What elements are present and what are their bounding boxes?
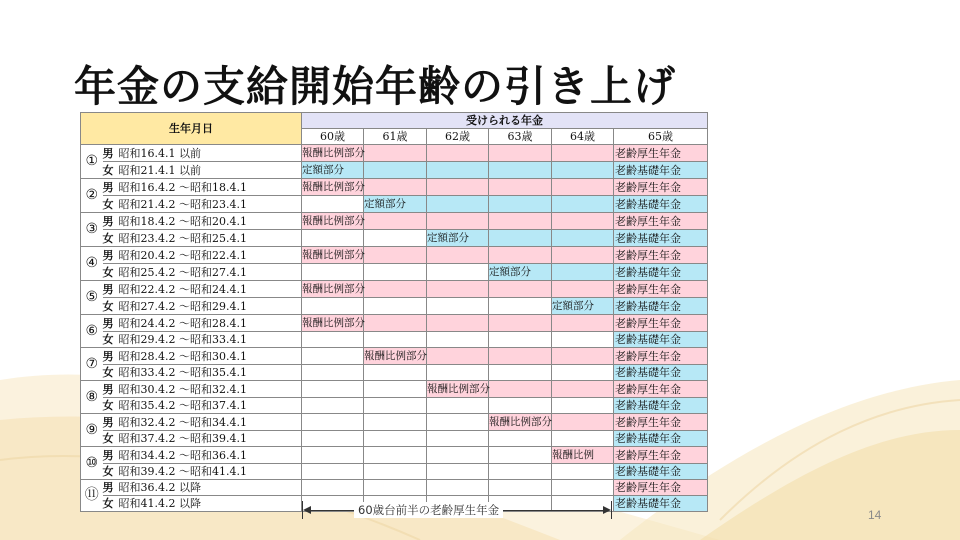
pension-cell bbox=[552, 162, 614, 179]
table-row bbox=[81, 213, 708, 230]
pension-cell bbox=[302, 480, 364, 496]
birth-range-text: 昭和37.4.2 ～昭和39.4.1 bbox=[118, 432, 247, 445]
kosei-nenkin-cell: 老齢厚生年金 bbox=[614, 381, 708, 398]
kosei-nenkin-cell: 老齢厚生年金 bbox=[614, 213, 708, 230]
pension-cell bbox=[427, 431, 489, 447]
pension-cell bbox=[552, 480, 614, 496]
kiso-nenkin-cell: 老齢基礎年金 bbox=[614, 365, 708, 381]
group-number: ⑥ bbox=[81, 315, 103, 348]
pension-cell bbox=[552, 332, 614, 348]
pension-cell bbox=[489, 162, 552, 179]
hourei-hirei-label: 報酬比例部分 bbox=[302, 181, 365, 193]
table-row bbox=[81, 414, 708, 431]
pension-cell bbox=[364, 281, 427, 298]
kosei-nenkin-cell: 老齢厚生年金 bbox=[614, 247, 708, 264]
pension-cell bbox=[302, 447, 364, 464]
kiso-nenkin-cell: 老齢基礎年金 bbox=[614, 431, 708, 447]
header-row-main bbox=[81, 113, 708, 129]
pension-cell bbox=[552, 381, 614, 398]
gender-label: 男 bbox=[102, 316, 114, 330]
teigaku-label: 定額部分 bbox=[427, 232, 469, 244]
pension-cell bbox=[489, 398, 552, 414]
kosei-nenkin-cell: 老齢厚生年金 bbox=[614, 348, 708, 365]
pension-cell bbox=[364, 365, 427, 381]
group-number: ⑧ bbox=[81, 381, 103, 414]
pension-cell bbox=[427, 414, 489, 431]
female-birth-range bbox=[103, 230, 302, 247]
hourei-hirei-label: 報酬比例部分 bbox=[427, 383, 490, 395]
pension-cell bbox=[302, 179, 364, 196]
age-header: 62歳 bbox=[427, 129, 489, 145]
pension-cell bbox=[427, 348, 489, 365]
pension-cell bbox=[552, 145, 614, 162]
hourei-hirei-label: 報酬比例部分 bbox=[302, 283, 365, 295]
birth-range-text: 昭和34.4.2 ～昭和36.4.1 bbox=[118, 448, 247, 462]
gender-label: 男 bbox=[102, 481, 114, 494]
birth-range-text: 昭和30.4.2 ～昭和32.4.1 bbox=[118, 382, 247, 396]
table-row bbox=[81, 348, 708, 365]
pension-cell bbox=[489, 348, 552, 365]
pension-cell bbox=[302, 464, 364, 480]
pension-cell bbox=[552, 179, 614, 196]
pension-cell bbox=[427, 247, 489, 264]
pension-cell bbox=[302, 196, 364, 213]
kosei-nenkin-cell: 老齢厚生年金 bbox=[614, 447, 708, 464]
male-birth-range bbox=[103, 315, 302, 332]
kiso-nenkin-cell: 老齢基礎年金 bbox=[614, 496, 708, 512]
pension-cell bbox=[302, 145, 364, 162]
pension-cell bbox=[489, 145, 552, 162]
pension-cell bbox=[489, 196, 552, 213]
table-row bbox=[81, 145, 708, 162]
birth-range-text: 昭和18.4.2 ～昭和20.4.1 bbox=[118, 214, 247, 228]
birth-range-text: 昭和33.4.2 ～昭和35.4.1 bbox=[118, 366, 247, 379]
footer-label: 60歳台前半の老齢厚生年金 bbox=[354, 502, 503, 518]
table-row bbox=[81, 162, 708, 179]
female-birth-range bbox=[103, 162, 302, 179]
birth-range-text: 昭和39.4.2 ～昭和41.4.1 bbox=[118, 465, 247, 478]
pension-cell bbox=[552, 447, 614, 464]
teigaku-label: 定額部分 bbox=[489, 266, 531, 278]
birth-range-text: 昭和21.4.2 ～昭和23.4.1 bbox=[118, 197, 247, 211]
table-row bbox=[81, 281, 708, 298]
birth-range-text: 昭和29.4.2 ～昭和33.4.1 bbox=[118, 333, 247, 346]
gender-label: 男 bbox=[102, 448, 114, 462]
page-number: 14 bbox=[868, 508, 882, 522]
pension-cell bbox=[489, 247, 552, 264]
table-row bbox=[81, 247, 708, 264]
gender-label: 男 bbox=[102, 180, 114, 194]
male-birth-range bbox=[103, 179, 302, 196]
header-birth-date: 生年月日 bbox=[81, 113, 302, 145]
male-birth-range bbox=[103, 381, 302, 398]
gender-label: 男 bbox=[102, 349, 114, 363]
kiso-nenkin-cell: 老齢基礎年金 bbox=[614, 162, 708, 179]
table-row bbox=[81, 365, 708, 381]
group-number: ① bbox=[81, 145, 103, 179]
table-row bbox=[81, 381, 708, 398]
pension-cell bbox=[302, 348, 364, 365]
gender-label: 女 bbox=[102, 465, 114, 478]
male-birth-range bbox=[103, 447, 302, 464]
pension-cell bbox=[427, 381, 489, 398]
pension-cell bbox=[427, 447, 489, 464]
group-number: ⑩ bbox=[81, 447, 103, 480]
table-row bbox=[81, 298, 708, 315]
pension-cell bbox=[302, 315, 364, 332]
pension-cell bbox=[427, 298, 489, 315]
birth-range-text: 昭和27.4.2 ～昭和29.4.1 bbox=[118, 299, 247, 313]
pension-cell bbox=[302, 332, 364, 348]
pension-cell bbox=[489, 365, 552, 381]
kiso-nenkin-cell: 老齢基礎年金 bbox=[614, 264, 708, 281]
pension-cell bbox=[489, 447, 552, 464]
kosei-nenkin-cell: 老齢厚生年金 bbox=[614, 480, 708, 496]
female-birth-range bbox=[103, 196, 302, 213]
gender-label: 男 bbox=[102, 248, 114, 262]
pension-table bbox=[80, 112, 708, 512]
pension-cell bbox=[364, 298, 427, 315]
kiso-nenkin-cell: 老齢基礎年金 bbox=[614, 332, 708, 348]
gender-label: 男 bbox=[102, 415, 114, 429]
gender-label: 女 bbox=[102, 197, 114, 211]
table-row bbox=[81, 398, 708, 414]
pension-cell bbox=[364, 264, 427, 281]
pension-cell bbox=[489, 381, 552, 398]
pension-cell bbox=[489, 230, 552, 247]
pension-cell bbox=[489, 464, 552, 480]
slide-title: 年金の支給開始年齢の引き上げ bbox=[74, 62, 677, 111]
pension-cell bbox=[302, 230, 364, 247]
male-birth-range bbox=[103, 281, 302, 298]
birth-range-text: 昭和24.4.2 ～昭和28.4.1 bbox=[118, 316, 247, 330]
pension-cell bbox=[552, 315, 614, 332]
pension-cell bbox=[364, 196, 427, 213]
age-header: 60歳 bbox=[302, 129, 364, 145]
pension-cell bbox=[489, 213, 552, 230]
male-birth-range bbox=[103, 348, 302, 365]
female-birth-range bbox=[103, 332, 302, 348]
pension-cell bbox=[427, 162, 489, 179]
table-row bbox=[81, 431, 708, 447]
pension-cell bbox=[302, 381, 364, 398]
pension-cell bbox=[427, 179, 489, 196]
table-row bbox=[81, 230, 708, 247]
pension-cell bbox=[427, 365, 489, 381]
gender-label: 男 bbox=[102, 146, 114, 160]
table-row bbox=[81, 179, 708, 196]
pension-cell bbox=[364, 230, 427, 247]
pension-cell bbox=[427, 145, 489, 162]
pension-cell bbox=[302, 162, 364, 179]
pension-cell bbox=[302, 281, 364, 298]
gender-label: 男 bbox=[102, 282, 114, 296]
pension-cell bbox=[552, 264, 614, 281]
birth-range-text: 昭和25.4.2 ～昭和27.4.1 bbox=[118, 265, 247, 279]
pension-cell bbox=[489, 480, 552, 496]
pension-cell bbox=[302, 264, 364, 281]
age-header: 64歳 bbox=[552, 129, 614, 145]
male-birth-range bbox=[103, 480, 302, 496]
female-birth-range bbox=[103, 365, 302, 381]
pension-cell bbox=[489, 431, 552, 447]
pension-cell bbox=[489, 332, 552, 348]
gender-label: 女 bbox=[102, 366, 114, 379]
kosei-nenkin-cell: 老齢厚生年金 bbox=[614, 281, 708, 298]
gender-label: 女 bbox=[102, 163, 114, 177]
age-header: 63歳 bbox=[489, 129, 552, 145]
pension-cell bbox=[552, 247, 614, 264]
female-birth-range bbox=[103, 264, 302, 281]
pension-cell bbox=[552, 230, 614, 247]
pension-cell bbox=[489, 298, 552, 315]
pension-cell bbox=[364, 348, 427, 365]
kosei-nenkin-cell: 老齢厚生年金 bbox=[614, 414, 708, 431]
female-birth-range bbox=[103, 398, 302, 414]
teigaku-label: 定額部分 bbox=[552, 300, 594, 312]
group-number: ⑪ bbox=[81, 480, 103, 512]
pension-cell bbox=[364, 145, 427, 162]
table-row bbox=[81, 447, 708, 464]
group-number: ⑨ bbox=[81, 414, 103, 447]
group-number: ② bbox=[81, 179, 103, 213]
female-birth-range bbox=[103, 431, 302, 447]
age-header: 61歳 bbox=[364, 129, 427, 145]
gender-label: 女 bbox=[102, 265, 114, 279]
pension-cell bbox=[364, 480, 427, 496]
birth-range-text: 昭和16.4.1 以前 bbox=[118, 146, 201, 160]
hourei-hirei-label: 報酬比例部分 bbox=[302, 317, 365, 329]
pension-cell bbox=[364, 447, 427, 464]
pension-cell bbox=[302, 247, 364, 264]
pension-cell bbox=[552, 213, 614, 230]
table-row bbox=[81, 196, 708, 213]
group-number: ⑦ bbox=[81, 348, 103, 381]
pension-cell bbox=[552, 196, 614, 213]
pension-cell bbox=[427, 281, 489, 298]
hourei-hirei-label: 報酬比例部分 bbox=[364, 350, 427, 362]
birth-range-text: 昭和32.4.2 ～昭和34.4.1 bbox=[118, 415, 247, 429]
table-row bbox=[81, 264, 708, 281]
pension-cell bbox=[302, 398, 364, 414]
teigaku-label: 定額部分 bbox=[364, 198, 406, 210]
pension-cell bbox=[364, 179, 427, 196]
pension-cell bbox=[489, 281, 552, 298]
header-pension: 受けられる年金 bbox=[302, 113, 708, 129]
hourei-hirei-label: 報酬比例部分 bbox=[302, 147, 365, 159]
pension-cell bbox=[364, 315, 427, 332]
pension-cell bbox=[552, 414, 614, 431]
footer-right-tick bbox=[611, 501, 612, 519]
pension-cell bbox=[364, 381, 427, 398]
pension-cell bbox=[302, 431, 364, 447]
male-birth-range bbox=[103, 145, 302, 162]
kosei-nenkin-cell: 老齢厚生年金 bbox=[614, 145, 708, 162]
table-row bbox=[81, 315, 708, 332]
pension-cell bbox=[364, 162, 427, 179]
kiso-nenkin-cell: 老齢基礎年金 bbox=[614, 196, 708, 213]
kiso-nenkin-cell: 老齢基礎年金 bbox=[614, 298, 708, 315]
male-birth-range bbox=[103, 247, 302, 264]
pension-cell bbox=[427, 230, 489, 247]
group-number: ⑤ bbox=[81, 281, 103, 315]
birth-range-text: 昭和41.4.2 以降 bbox=[118, 497, 201, 510]
gender-label: 女 bbox=[102, 497, 114, 510]
kosei-nenkin-cell: 老齢厚生年金 bbox=[614, 315, 708, 332]
gender-label: 女 bbox=[102, 432, 114, 445]
gender-label: 女 bbox=[102, 333, 114, 346]
pension-cell bbox=[552, 298, 614, 315]
pension-cell bbox=[427, 398, 489, 414]
female-birth-range bbox=[103, 496, 302, 512]
age-header: 65歳 bbox=[614, 129, 708, 145]
kiso-nenkin-cell: 老齢基礎年金 bbox=[614, 398, 708, 414]
birth-range-text: 昭和36.4.2 以降 bbox=[118, 481, 201, 494]
pension-cell bbox=[427, 480, 489, 496]
pension-cell bbox=[427, 213, 489, 230]
table-row bbox=[81, 480, 708, 496]
pension-cell bbox=[427, 196, 489, 213]
pension-cell bbox=[302, 213, 364, 230]
gender-label: 男 bbox=[102, 214, 114, 228]
footer-range-indicator bbox=[302, 501, 612, 519]
pension-cell bbox=[302, 365, 364, 381]
pension-cell bbox=[364, 332, 427, 348]
female-birth-range bbox=[103, 464, 302, 480]
gender-label: 男 bbox=[102, 382, 114, 396]
kiso-nenkin-cell: 老齢基礎年金 bbox=[614, 464, 708, 480]
pension-cell bbox=[552, 431, 614, 447]
arrow-right-icon bbox=[603, 506, 611, 514]
pension-cell bbox=[427, 315, 489, 332]
pension-cell bbox=[427, 332, 489, 348]
teigaku-label: 定額部分 bbox=[302, 164, 344, 176]
pension-cell bbox=[427, 464, 489, 480]
group-number: ④ bbox=[81, 247, 103, 281]
pension-age-table bbox=[80, 112, 707, 512]
pension-cell bbox=[489, 315, 552, 332]
pension-cell bbox=[552, 348, 614, 365]
gender-label: 女 bbox=[102, 399, 114, 412]
gender-label: 女 bbox=[102, 299, 114, 313]
birth-range-text: 昭和16.4.2 ～昭和18.4.1 bbox=[118, 180, 247, 194]
birth-range-text: 昭和23.4.2 ～昭和25.4.1 bbox=[118, 231, 247, 245]
pension-cell bbox=[364, 398, 427, 414]
pension-cell bbox=[364, 213, 427, 230]
pension-cell bbox=[489, 179, 552, 196]
pension-cell bbox=[552, 398, 614, 414]
pension-cell bbox=[364, 414, 427, 431]
kosei-nenkin-cell: 老齢厚生年金 bbox=[614, 179, 708, 196]
pension-cell bbox=[552, 464, 614, 480]
pension-cell bbox=[427, 264, 489, 281]
birth-range-text: 昭和22.4.2 ～昭和24.4.1 bbox=[118, 282, 247, 296]
female-birth-range bbox=[103, 298, 302, 315]
group-number: ③ bbox=[81, 213, 103, 247]
pension-cell bbox=[302, 298, 364, 315]
hourei-hirei-label: 報酬比例部分 bbox=[302, 249, 365, 261]
gender-label: 女 bbox=[102, 231, 114, 245]
pension-cell bbox=[552, 281, 614, 298]
table-row bbox=[81, 332, 708, 348]
hourei-hirei-label: 報酬比例 bbox=[552, 449, 594, 461]
male-birth-range bbox=[103, 414, 302, 431]
pension-cell bbox=[552, 365, 614, 381]
hourei-hirei-label: 報酬比例部分 bbox=[302, 215, 365, 227]
pension-cell bbox=[489, 264, 552, 281]
birth-range-text: 昭和21.4.1 以前 bbox=[118, 163, 201, 177]
pension-cell bbox=[364, 247, 427, 264]
birth-range-text: 昭和35.4.2 ～昭和37.4.1 bbox=[118, 399, 247, 412]
pension-cell bbox=[302, 414, 364, 431]
table-row bbox=[81, 464, 708, 480]
pension-cell bbox=[489, 414, 552, 431]
birth-range-text: 昭和28.4.2 ～昭和30.4.1 bbox=[118, 349, 247, 363]
male-birth-range bbox=[103, 213, 302, 230]
hourei-hirei-label: 報酬比例部分 bbox=[489, 416, 552, 428]
birth-range-text: 昭和20.4.2 ～昭和22.4.1 bbox=[118, 248, 247, 262]
pension-cell bbox=[364, 464, 427, 480]
kiso-nenkin-cell: 老齢基礎年金 bbox=[614, 230, 708, 247]
pension-cell bbox=[364, 431, 427, 447]
